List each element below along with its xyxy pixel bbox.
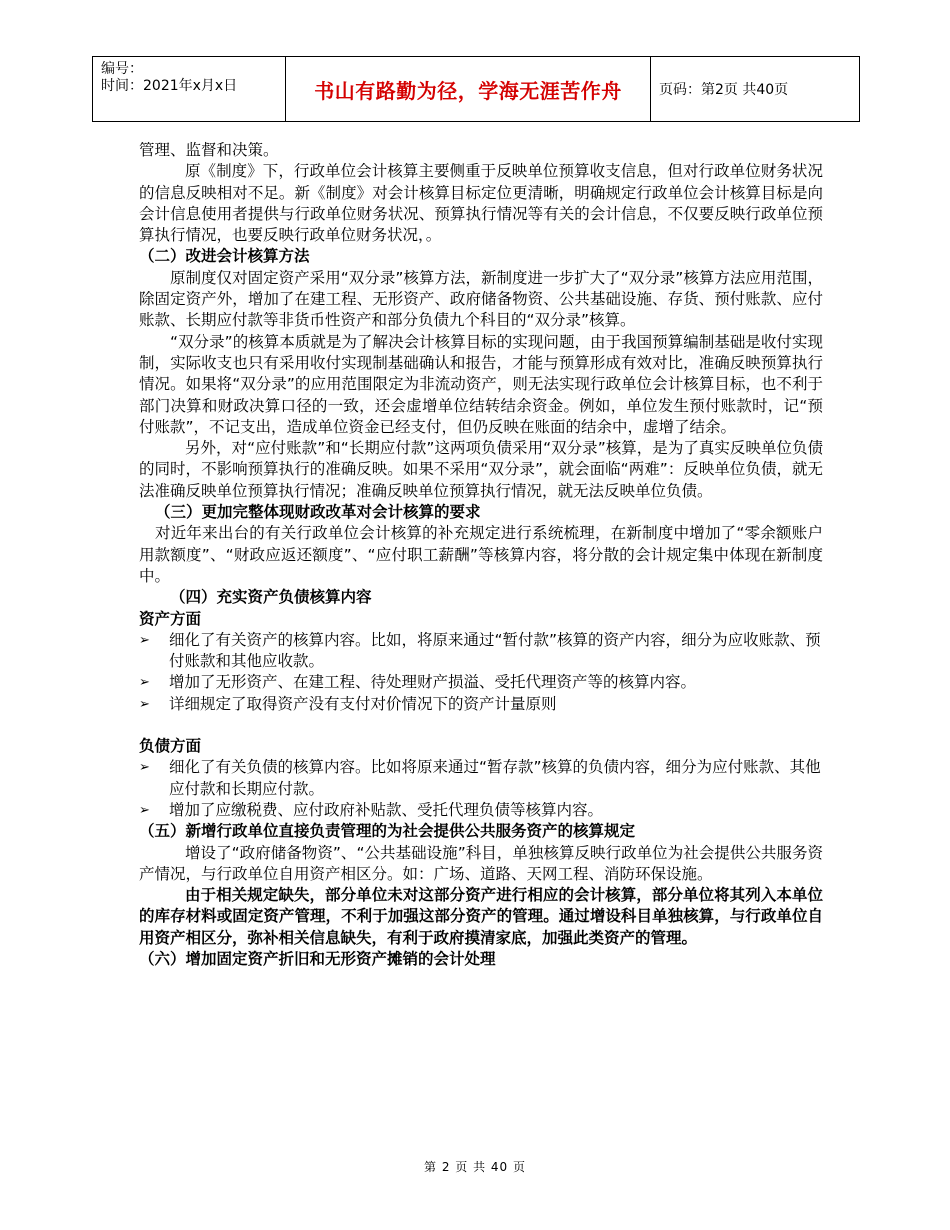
section-heading: （三）更加完整体现财政改革对会计核算的要求 bbox=[155, 503, 481, 522]
bullet-text: 增加了应缴税费、应付政府补贴款、受托代理负债等核算内容。 bbox=[169, 800, 604, 819]
bullet-arrow-icon: ➢ bbox=[139, 675, 150, 691]
page-header bbox=[92, 56, 860, 122]
page-footer: 第 2 页 共 40 页 bbox=[424, 1160, 526, 1174]
bullet-text: 细化了有关负债的核算内容。比如将原来通过“暂存款”核算的负债内容，细分为应付账款、其他应付款和长期应付款。 bbox=[169, 758, 821, 798]
header-page-info: 页码：第2页 共40页 bbox=[659, 82, 789, 98]
bullet-item bbox=[139, 757, 823, 800]
bullet-item bbox=[139, 800, 823, 821]
header-meta bbox=[93, 57, 286, 121]
bullet-arrow-icon: ➢ bbox=[139, 632, 150, 648]
subsection-heading: 资产方面 bbox=[139, 609, 202, 628]
paragraph: 管理、监督和决策。 bbox=[139, 141, 279, 159]
section-heading: （六）增加固定资产折旧和无形资产摊销的会计处理 bbox=[139, 949, 496, 968]
paragraph: 另外，对“应付账款”和“长期应付款”这两项负债采用“双分录”核算，是为了真实反映单位负债的同时，不影响预算执行的准确反映。如果不采用“双分录”，就会面临“两难”：反映单位负债，就无法准确反映单位预算执行情况；准确反映单位预算执行情况，就无法反映单位负债。 bbox=[139, 439, 823, 500]
bullet-arrow-icon: ➢ bbox=[139, 696, 150, 712]
bullet-item bbox=[139, 672, 823, 693]
paragraph: 增设了“政府储备物资”、“公共基础设施”科目，单独核算反映行政单位为社会提供公共服务资产情况，与行政单位自用资产相区分。如：广场、道路、天网工程、消防环保设施。 bbox=[139, 843, 823, 883]
paragraph: 原制度仅对固定资产采用“双分录”核算方法，新制度进一步扩大了“双分录”核算方法应用范围，除固定资产外，增加了在建工程、无形资产、政府储备物资、公共基础设施、存货、预付账款、应付账款、长期应付款等非货币性资产和部分负债九个科目的“双分录”核算。 bbox=[139, 268, 823, 330]
bullet-item bbox=[139, 694, 823, 715]
section-heading: （二）改进会计核算方法 bbox=[139, 247, 310, 266]
bold-paragraph: 由于相关规定缺失，部分单位未对这部分资产进行相应的会计核算，部分单位将其列入本单位的库存材料或固定资产管理，不利于加强这部分资产的管理。通过增设科目单独核算，与行政单位自用资产相区分，弥补相关信息缺失，有利于政府摸清家底，加强此类资产的管理。 bbox=[139, 886, 823, 947]
bullet-arrow-icon: ➢ bbox=[139, 802, 150, 818]
bullet-text: 详细规定了取得资产没有支付对价情况下的资产计量原则 bbox=[169, 694, 557, 713]
subsection-heading: 负债方面 bbox=[139, 737, 202, 756]
document-body bbox=[139, 140, 823, 970]
section-heading: （五）新增行政单位直接负责管理的为社会提供公共服务资产的核算规定 bbox=[139, 822, 636, 841]
section-heading: （四）充实资产负债核算内容 bbox=[170, 588, 372, 607]
header-motto: 书山有路勤为径，学海无涯苦作舟 bbox=[286, 57, 651, 121]
paragraph: “双分录”的核算本质就是为了解决会计核算目标的实现问题，由于我国预算编制基础是收付实现制，实际收支也只有采用收付实现制基础确认和报告，才能与预算形成有效对比，准确反映预算执行情况。如果将“双分录”的应用范围限定为非流动资产，则无法实现行政单位会计核算目标，也不利于部门决算和财政决算口径的一致，还会虚增单位结转结余资金。例如，单位发生预付账款时，记“预付账款”，不记支出，造成单位资金已经支付，但仍反映在账面的结余中，虚增了结余。 bbox=[139, 332, 823, 436]
bullet-text: 细化了有关资产的核算内容。比如，将原来通过“暂付款”核算的资产内容，细分为应收账款、预付账款和其他应收款。 bbox=[169, 630, 821, 671]
document-number-label: 编号： bbox=[101, 61, 143, 77]
document-date: 时间：2021年x月x日 bbox=[101, 78, 238, 94]
bullet-arrow-icon: ➢ bbox=[139, 760, 150, 776]
paragraph: 对近年来出台的有关行政单位会计核算的补充规定进行系统梳理，在新制度中增加了“零余额账户用款额度”、“财政应返还额度”、“应付职工薪酬”等核算内容，将分散的会计规定集中体现在新制度中。 bbox=[139, 524, 823, 585]
paragraph: 原《制度》下，行政单位会计核算主要侧重于反映单位预算收支信息，但对行政单位财务状况的信息反映相对不足。新《制度》对会计核算目标定位更清晰，明确规定行政单位会计核算目标是向会计信息使用者提供与行政单位财务状况、预算执行情况等有关的会计信息，不仅要反映行政单位预算执行情况，也要反映行政单位财务状况，。 bbox=[139, 162, 823, 245]
bullet-item bbox=[139, 630, 823, 673]
paragraph-gap bbox=[139, 715, 823, 736]
bullet-text: 增加了无形资产、在建工程、待处理财产损溢、受托代理资产等的核算内容。 bbox=[169, 673, 697, 692]
